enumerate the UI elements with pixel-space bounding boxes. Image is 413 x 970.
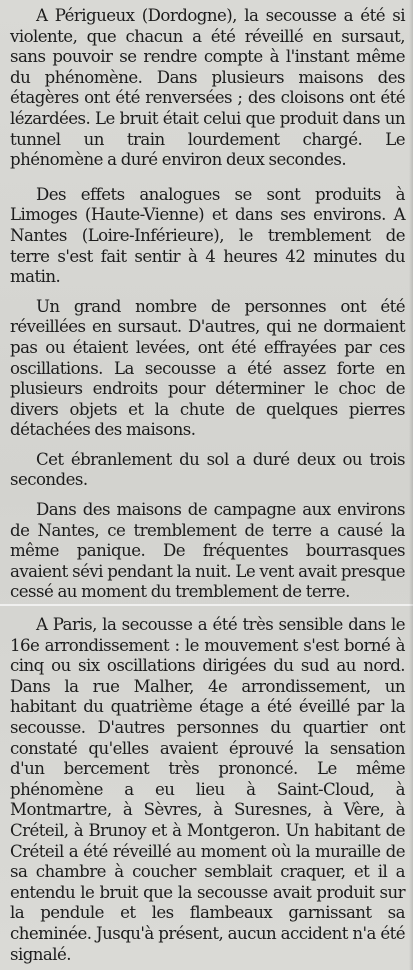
paper-fold-line [0, 604, 413, 606]
paragraph-perigueux: A Périgueux (Dordogne), la secousse a été si violente, que chacun a été réveillé en sursaut, sans pouvoir se rendre compte à l'instant même du phénomène. Dans plusieurs maisons des étagères ont été renversées ; des cloisons ont été lézardées. Le bruit était celui que produit dans un tunnel un train lourdement chargé. Le phénomène a duré environ deux secondes. [10, 6, 405, 170]
paragraph-campagne: Dans des maisons de campagne aux environs de Nantes, ce tremblement de terre a causé la même panique. De fréquentes bourrasques avaient sévi pendant la nuit. Le vent avait presque cessé au moment du tremblement de terre. [10, 500, 405, 602]
paragraph-reveillees: Un grand nombre de personnes ont été réveillées en sursaut. D'autres, qui ne dormaient pas ou étaient levées, ont été effrayées par ces oscillations. La secousse a été assez forte en plusieurs endroits pour déterminer le choc de divers objets et la chute de quelques pierres détachées des maisons. [10, 296, 405, 440]
paragraph-limoges-nantes: Des effets analogues se sont produits à Limoges (Haute-Vienne) et dans ses environs. A Nantes (Loire-Inférieure), le tremblement de terre s'est fait sentir à 4 heures 42 minutes du matin. [10, 184, 405, 287]
paragraph-paris: A Paris, la secousse a été très sensible dans le 16e arrondissement : le mouvement s'est borné à cinq ou six oscillations dirigées du sud au nord. Dans la rue Malher, 4e arrondissement, un habitant du quatrième étage a été éveillé par la secousse. D'autres personnes du quartier ont constaté qu'elles avaient éprouvé la sensation d'un bercement très prononcé. Le même phénomène a eu lieu à Saint-Cloud, à Montmartre, à Sèvres, à Suresnes, à Vère, à Créteil, à Brunoy et à Montgeron. Un habitant de Créteil a été réveillé au moment où la muraille de sa chambre à coucher semblait craquer, et il a entendu le bruit que la secousse avait produit sur la pendule et les flambeaux garnissant sa cheminée. Jusqu'à présent, aucun accident n'a été signalé. [10, 615, 405, 964]
paragraph-ebranlement: Cet ébranlement du sol a duré deux ou trois secondes. [10, 449, 405, 490]
paper-edge-shadow [409, 0, 413, 970]
